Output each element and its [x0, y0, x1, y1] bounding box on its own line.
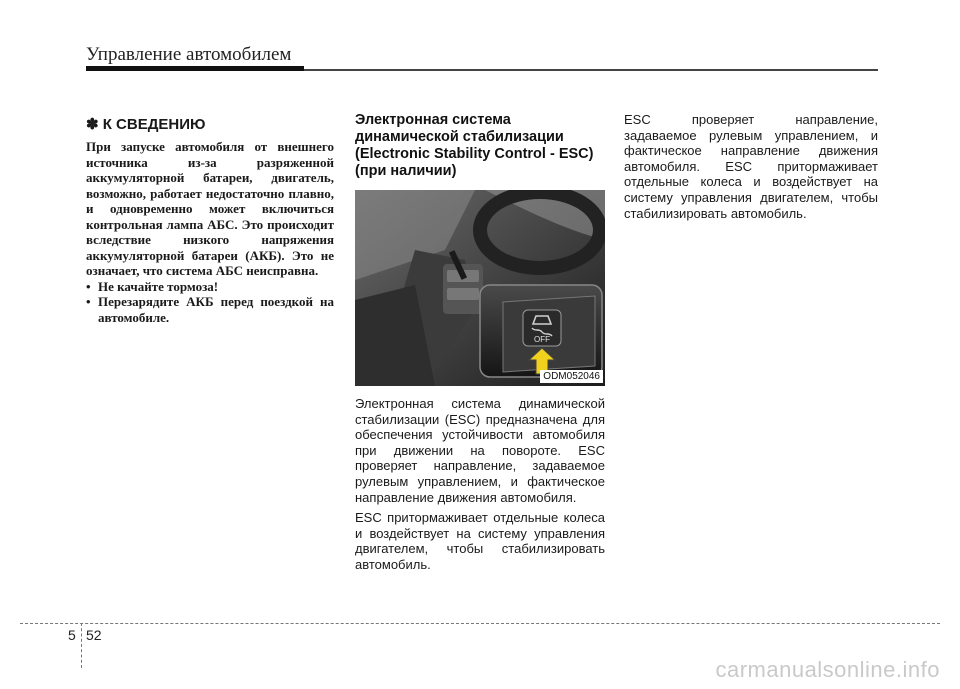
esc-column	[355, 112, 605, 573]
dashboard-illustration	[355, 190, 605, 386]
figure-code: ODM052046	[540, 370, 603, 383]
note-text: При запуске автомобиля от внешнего источника из-за разряженной аккумуляторной батареи, двигатель, возможно, работает недостаточно плавно, и одновременно может включиться контрольная лампа АБС. Это происходит вследствие низкого напряжения аккумуляторной батареи (АКБ). Это не означает, что система АБС неисправна.	[86, 139, 334, 278]
esc-paragraph-col3: ESC проверяет направление, задаваемое рулевым управлением, и фактическое направление движения автомобиля. ESC притормаживает отдельные колеса и воздействует на систему управления двигателем, чтобы стабилизировать автомобиль.	[624, 112, 878, 221]
off-label: OFF	[534, 335, 550, 344]
esc-paragraph-2: ESC притормаживает отдельные колеса и воздействует на систему управления двигателем, чтобы стабилизировать автомобиль.	[355, 510, 605, 572]
note-bullet-item: • Не качайте тормоза!	[86, 279, 334, 295]
note-title: ✽ К СВЕДЕНИЮ	[86, 116, 206, 133]
esc-button-figure	[355, 190, 605, 386]
watermark: carmanualsonline.info	[715, 657, 940, 682]
header-rule-thin	[304, 69, 878, 71]
page-header-title: Управление автомобилем	[86, 44, 292, 65]
section-heading: Электронная система динамической стабилизации (Electronic Stability Control - ESC) (при наличии)	[355, 112, 594, 179]
note-column	[86, 115, 334, 325]
chapter-number: 5	[68, 627, 76, 643]
note-bullet-item: • Перезарядите АКБ перед поездкой на автомобиле.	[86, 294, 334, 325]
right-column	[624, 112, 878, 221]
esc-paragraph-1: Электронная система динамической стабилизации (ESC) предназначена для обеспечения устойчивости автомобиля при движении на повороте. ESC проверяет направление, задаваемое рулевым управлением, и фактическое направление движения автомобиля.	[355, 396, 605, 505]
footer-divider	[81, 623, 82, 668]
header-rule-thick	[86, 66, 304, 71]
page-number: 52	[86, 627, 102, 643]
note-bullets	[86, 279, 334, 326]
footer-rule	[20, 623, 940, 624]
